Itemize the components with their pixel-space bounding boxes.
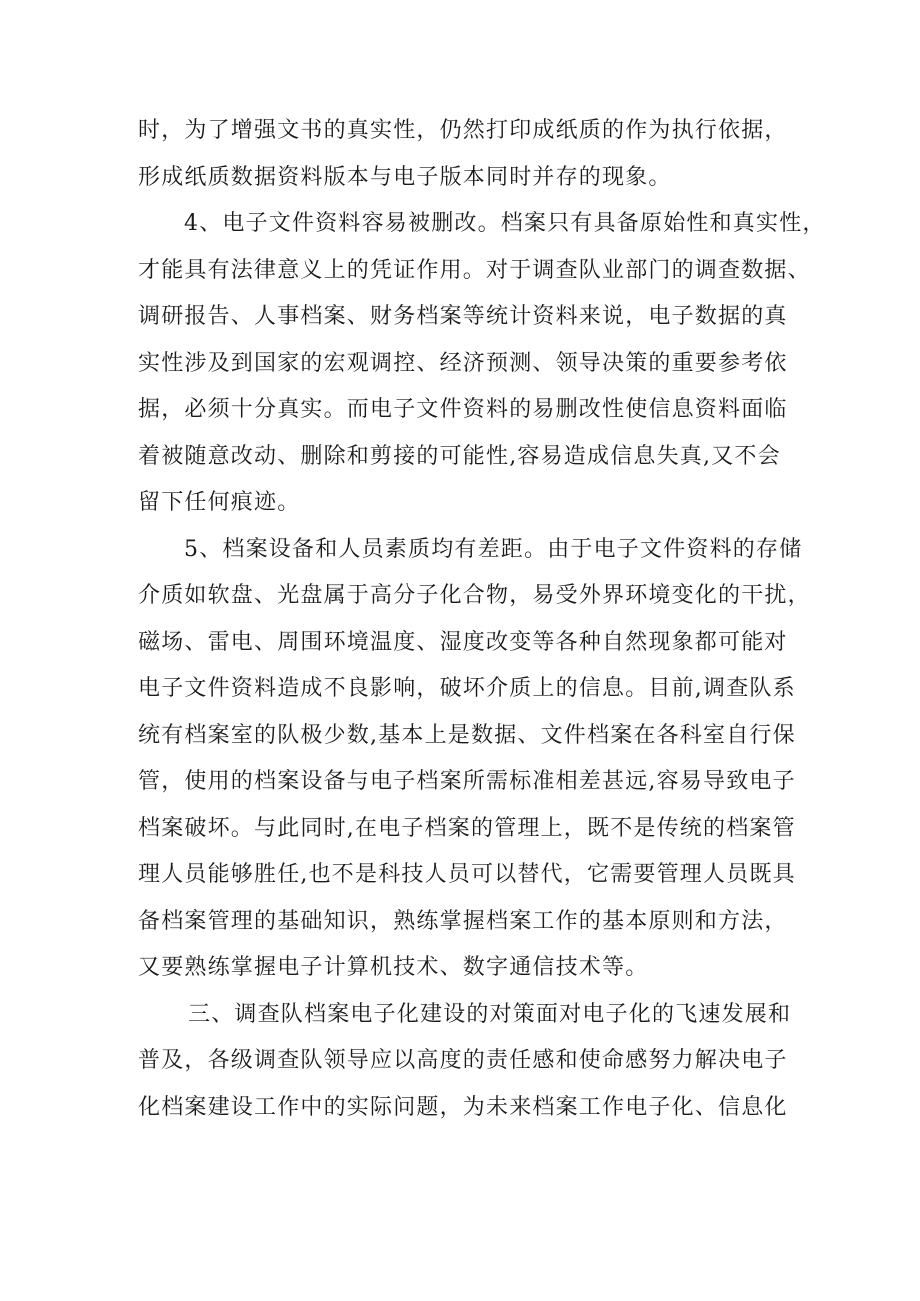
paragraph-5-start: 5、档案设备和人员素质均有差距。由于电子文件资料的存储 [184, 536, 803, 562]
text-line: 电子文件资料造成不良影响，破坏介质上的信息。目前,调查队系 [138, 676, 796, 701]
text-line: 统有档案室的队极少数,基本上是数据、文件档案在各科室自行保 [138, 722, 796, 748]
text-line: 实性涉及到国家的宏观调控、经济预测、领导决策的重要参考依 [138, 350, 788, 376]
text-line: 备档案管理的基础知识，熟练掌握档案工作的基本原则和方法， [138, 908, 788, 934]
text-line: 普及，各级调查队领导应以高度的责任感和使命感努力解决电子 [138, 1048, 788, 1073]
text-line: 档案破坏。与此同时,在电子档案的管理上，既不是传统的档案管 [138, 815, 796, 841]
paragraph-4-start: 4、电子文件资料容易被删改。档案只有具备原始性和真实性， [184, 211, 826, 236]
text-line: 管，使用的档案设备与电子档案所需标准相差甚远,容易导致电子 [138, 769, 796, 794]
text-line: 介质如软盘、光盘属于高分子化合物，易受外界环境变化的干扰， [138, 583, 811, 608]
text-line: 才能具有法律意义上的凭证作用。对于调查队业部门的调查数据、 [138, 257, 811, 283]
text-line: 据，必须十分真实。而电子文件资料的易删改性使信息资料面临 [138, 397, 788, 422]
text-line: 又要熟练掌握电子计算机技术、数字通信技术等。 [138, 955, 649, 980]
text-line: 磁场、雷电、周围环境温度、湿度改变等各种自然现象都可能对 [138, 629, 788, 655]
section-3-heading: 三、调查队档案电子化建设的对策面对电子化的飞速发展和 [188, 1001, 792, 1027]
text-line: 留下任何痕迹。 [138, 490, 301, 515]
text-line: 化档案建设工作中的实际问题，为未来档案工作电子化、信息化 [138, 1094, 788, 1120]
text-line: 调研报告、人事档案、财务档案等统计资料来说，电子数据的真 [138, 304, 788, 329]
text-line: 形成纸质数据资料版本与电子版本同时并存的现象。 [138, 164, 672, 190]
body-text [138, 108, 826, 1131]
text-line: 理人员能够胜任,也不是科技人员可以替代，它需要管理人员既具 [138, 862, 796, 887]
text-line: 时，为了增强文书的真实性，仍然打印成纸质的作为执行依据， [138, 118, 788, 143]
text-line: 着被随意改动、删除和剪接的可能性,容易造成信息失真,又不会 [138, 443, 781, 469]
